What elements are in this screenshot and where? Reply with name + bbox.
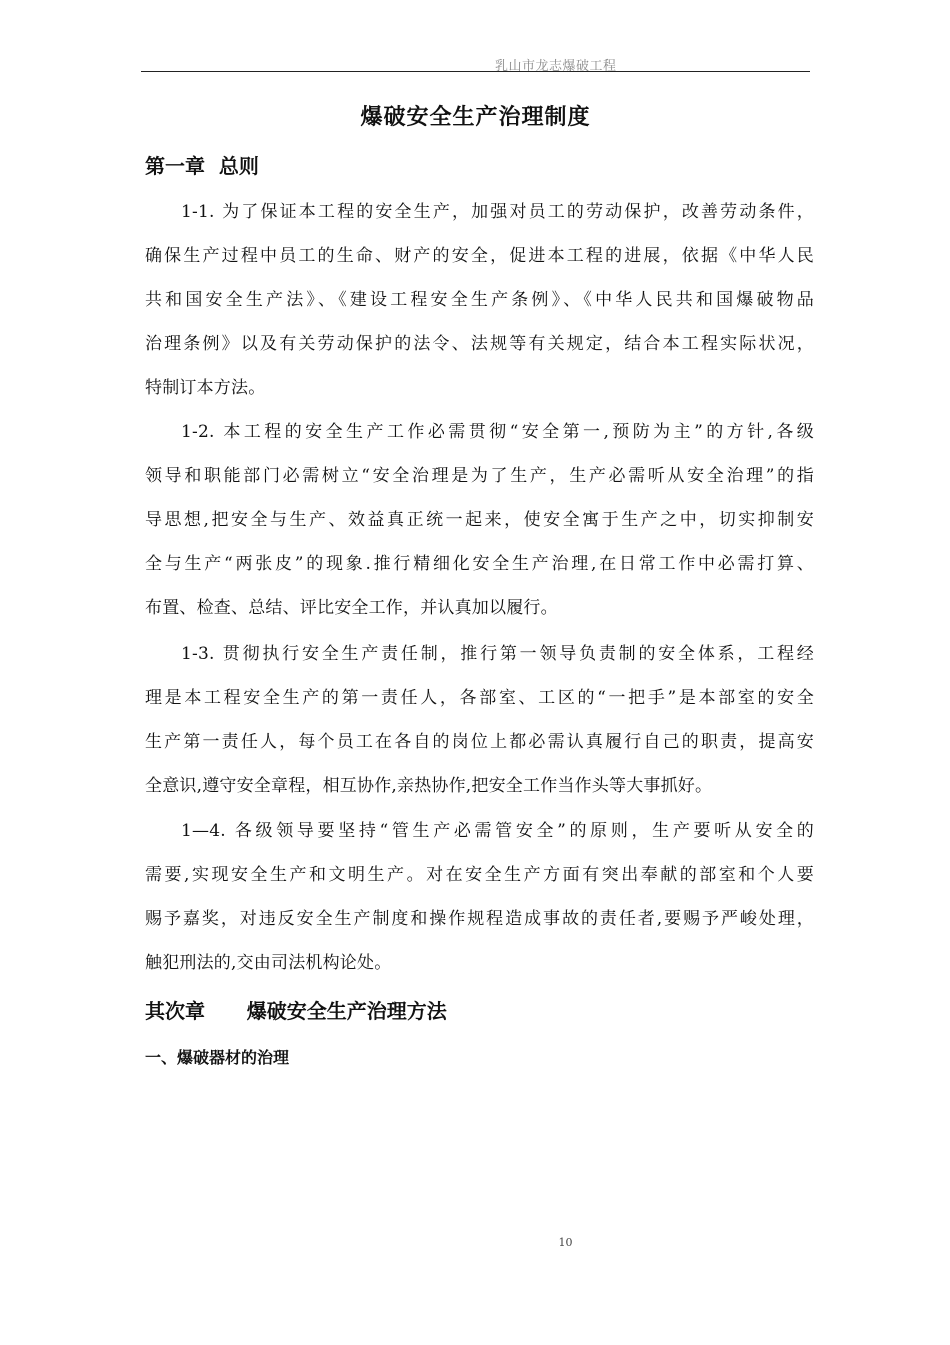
paragraph-line: 确保生产过程中员工的生命、财产的安全，促进本工程的进展，依据《中华人民	[145, 246, 814, 266]
header-rule	[141, 71, 810, 72]
paragraph-line: 触犯刑法的,交由司法机构论处。	[145, 953, 392, 973]
chapter-heading-1: 第一章 总则	[145, 154, 259, 178]
paragraph-line: 需要,实现安全生产和文明生产。对在安全生产方面有突出奉献的部室和个人要	[145, 865, 814, 885]
paragraph-line: 1—4. 各级领导要坚持“管生产必需管安全”的原则，生产要听从安全的	[181, 821, 814, 841]
paragraph-line: 全意识,遵守安全章程，相互协作,亲热协作,把安全工作当作头等大事抓好。	[145, 776, 713, 796]
paragraph-line: 赐予嘉奖，对违反安全生产制度和操作规程造成事故的责任者,要赐予严峻处理，	[145, 909, 814, 929]
paragraph-1-2	[145, 410, 814, 630]
paragraph-line: 生产第一责任人，每个员工在各自的岗位上都必需认真履行自己的职责，提高安	[145, 732, 814, 752]
paragraph-line: 共和国安全生产法》、《建设工程安全生产条例》、《中华人民共和国爆破物品	[145, 290, 814, 310]
page-number: 10	[558, 1236, 573, 1249]
paragraph-1-1	[145, 190, 814, 410]
section-heading: 一、爆破器材的治理	[145, 1048, 290, 1067]
paragraph-line: 1-3. 贯彻执行安全生产责任制，推行第一领导负责制的安全体系，工程经	[181, 644, 814, 664]
paragraph-line: 特制订本方法。	[145, 378, 266, 398]
document-title: 爆破安全生产治理制度	[360, 105, 591, 130]
chapter-heading-2: 其次章 爆破安全生产治理方法	[145, 999, 447, 1023]
paragraph-line: 领导和职能部门必需树立“安全治理是为了生产，生产必需听从安全治理”的指	[145, 466, 814, 486]
paragraph-line: 理是本工程安全生产的第一责任人，各部室、工区的“一把手”是本部室的安全	[145, 688, 814, 708]
paragraph-line: 治理条例》以及有关劳动保护的法令、法规等有关规定，结合本工程实际状况，	[145, 334, 814, 354]
paragraph-line: 导思想,把安全与生产、效益真正统一起来，使安全寓于生产之中，切实抑制安	[145, 510, 814, 530]
paragraph-1-3	[145, 632, 814, 808]
paragraph-line: 1-2. 本工程的安全生产工作必需贯彻“安全第一,预防为主”的方针,各级	[181, 422, 814, 442]
paragraph-1-4	[145, 809, 814, 985]
paragraph-line: 布置、检查、总结、评比安全工作，并认真加以履行。	[145, 598, 558, 618]
running-header: 乳山市龙志爆破工程	[495, 59, 617, 74]
paragraph-line: 全与生产“两张皮”的现象.推行精细化安全生产治理,在日常工作中必需打算、	[145, 554, 814, 574]
paragraph-line: 1-1. 为了保证本工程的安全生产，加强对员工的劳动保护，改善劳动条件，	[181, 202, 814, 222]
